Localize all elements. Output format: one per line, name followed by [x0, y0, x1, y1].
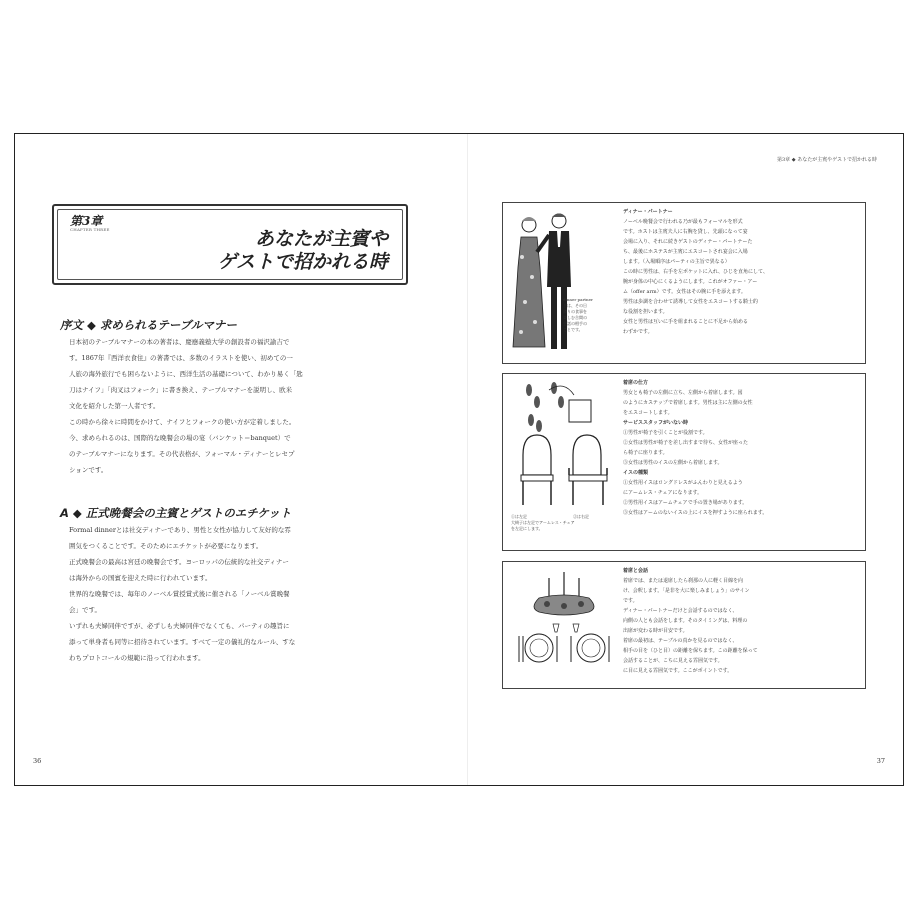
text-line: 向側の人とも会話をします。そのタイミングは、料理の — [623, 618, 748, 624]
text-line: のようにカステップで着席します。男性は主に左側の女性 — [623, 400, 753, 406]
paragraph-line: す。1867年『西洋衣食住』の著書では、多数のイラストを使い、初めての一 — [69, 354, 293, 362]
paragraph-line: いずれも夫婦同伴ですが、必ずしも夫婦同伴でなくても、パーティの趣旨に — [69, 622, 290, 630]
info-box-text — [623, 207, 859, 337]
illustration-caption — [511, 514, 575, 532]
block-label: ディナー・パートナー — [623, 209, 673, 215]
illustration-caption — [563, 297, 593, 333]
text-line: 着席の最初は、テーブルの真かを見るのではなく、 — [623, 638, 738, 644]
text-line: に目に見える雰囲気です。ここがポイントです。 — [623, 668, 733, 674]
caption-line: とは、その日 — [563, 303, 587, 308]
info-box-conversation — [502, 561, 866, 689]
paragraph-line: ションです。 — [69, 466, 108, 474]
block-label: イスの種類 — [623, 470, 648, 476]
paragraph-line: 囲気をつくることです。そのためにエチケットが必要になります。 — [69, 542, 263, 550]
text-line: な役割を担います。 — [623, 309, 668, 315]
caption-line: 隣りの食事を — [563, 309, 587, 314]
text-line: 着席では、または退席したら刹那の人に軽く目線を向 — [623, 578, 744, 584]
paragraph-line: のテーブルマナーになります。その代表格が、フォーマル・ディナーとレセプ — [69, 450, 295, 458]
text-line: ム（offer arm）です。女性はその腕に手を添えます。 — [623, 289, 746, 295]
text-line: ち、最後にホステスが主賓にエスコートされ宴会に入場 — [623, 249, 748, 255]
chair-illustration — [509, 380, 619, 510]
text-line: ③女性は男性のイスの左側から着席します。 — [623, 460, 723, 466]
chapter-subtitle: CHAPTER THREE — [70, 227, 110, 232]
text-line: です。 — [623, 598, 638, 604]
paragraph-line: わちプロトコールの規範に沿って行われます。 — [69, 654, 205, 662]
text-line: ノーベル晩餐会で行われる乃が最もフォーマルを形式 — [623, 219, 743, 225]
text-line: 相手の目を（ひと目）の距離を保ちます。この距離を保って — [623, 648, 758, 654]
couple-illustration — [507, 207, 587, 357]
chapter-title-line: ゲストで招かれる時 — [217, 251, 388, 273]
page-number-right: 37 — [876, 757, 885, 765]
text-line: ②女性は男性が椅子を差し出すまで待ち、女性が座った — [623, 440, 749, 446]
paragraph-line: 日本初のテーブルマナーの本の著者は、慶應義塾大学の創設者の福沢諭吉で — [69, 338, 290, 346]
block-label: サービススタッフがいない時 — [623, 420, 689, 426]
text-line: ③女性はアームのないイスの上にイスを押すように座られます。 — [623, 510, 768, 516]
chapter-title — [218, 228, 388, 274]
info-box-text — [623, 378, 859, 518]
chapter-title-line: あなたが主賓や — [254, 228, 388, 250]
paragraph-line: 人旅の海外旅行でも困らないように、西洋生活の基礎について、わかり易く「匙 — [69, 370, 303, 378]
text-line: 男性は歩調を合わせて誘導して女性をエスコートする騎士的 — [623, 299, 758, 305]
text-line: ら椅子に座ります。 — [623, 450, 668, 456]
text-line: します。（入場順序はパーティの主旨で異なる） — [623, 259, 730, 265]
caption-line: ことです。 — [563, 327, 583, 332]
text-line: この時に男性は、右手を左ポケットに入れ、ひじを直角にして、 — [623, 269, 768, 275]
section-heading-formal-dinner: A ◆ 正式晩餐会の主賓とゲストのエチケット — [60, 506, 292, 520]
gutter — [467, 134, 468, 785]
paragraph-line: 文化を紹介した第一人者です。 — [69, 402, 160, 410]
text-line: にアームレス・チェアになります。 — [623, 490, 703, 496]
page-number-left: 36 — [33, 757, 42, 765]
caption-line: ①は左足 — [511, 514, 527, 519]
section-heading-preface: 序文 ◆ 求められるテーブルマナー — [60, 318, 237, 332]
text-line: 会話することが、こちに見える雰囲気です。 — [623, 658, 723, 664]
text-line: をエスコートします。 — [623, 410, 673, 416]
caption-line: を左足にします。 — [511, 526, 543, 531]
book-spread — [14, 133, 904, 786]
paragraph-line: は海外からの国賓を迎えた時に行われています。 — [69, 574, 212, 582]
section-body-preface — [62, 334, 412, 478]
text-line: ①男性が椅子を引くことが役割です。 — [623, 430, 708, 436]
text-line: 男女とも椅子の左側に立ち、左側から着席します。図 — [623, 390, 743, 396]
text-line: 出席が変わる時が目安です。 — [623, 628, 688, 634]
paragraph-line: 刀はナイフ」「肉叉はフォーク」に書き換え、テーブルマナーを説明し、欧米 — [69, 386, 293, 394]
caption-line: 会話の相手の — [563, 321, 587, 326]
paragraph-line: 今、求められるのは、国際的な晩餐会の場の宴（バンケット＝banquet）で — [69, 434, 291, 442]
paragraph-line: 添って単身者も同等に招待されています。すべて一定の儀礼的なルール、すな — [69, 638, 296, 646]
info-box-dinner-partner — [502, 202, 866, 364]
text-line: ②男性用イスはアームチェアで手の置き場があります。 — [623, 500, 748, 506]
illustration-caption-2: ②は右足 — [573, 514, 589, 519]
text-line: 会場に入り、それに続きゲストのディナー・パートナーた — [623, 239, 753, 245]
caption-line: dinner partner — [563, 297, 593, 302]
block-label: 着席の仕方 — [623, 380, 649, 386]
text-line: け、会釈します。「是非を大に楽しみましょう」のサイン — [623, 588, 750, 594]
caption-line: 楽しむ合間の — [563, 315, 587, 320]
paragraph-line: 会」です。 — [69, 606, 101, 614]
text-line: わずかです。 — [623, 329, 653, 335]
text-line: ディナー・パートナーだけと会話するのではなく、 — [623, 608, 738, 614]
section-body-formal-dinner — [62, 522, 412, 666]
text-line: です。ホストは主賓夫人に右腕を貸し、先頭になって宴 — [623, 229, 748, 235]
paragraph-line: 正式晩餐会の最高は宮廷の晩餐会です。ヨーロッパの伝統的な社交ディナー — [69, 558, 289, 566]
chapter-number: 第3章 — [70, 214, 103, 228]
text-line: 女性と男性は互いに手を組まれることに不足から始める — [623, 319, 749, 325]
info-box-seating — [502, 373, 866, 551]
caption-line: 大椅子は左足でアームレス・チェア — [511, 520, 575, 525]
text-line: ①女性用イスはロングドレスがふんわりと見えるよう — [623, 480, 743, 486]
paragraph-line: 世界的な晩餐では、毎年のノーベル賞授賞式後に催される「ノーベル賞晩餐 — [69, 590, 290, 598]
chapter-title-frame — [52, 204, 408, 285]
paragraph-line: Formal dinnerとは社交ディナーであり、男性と女性が協力して友好的な雰 — [69, 526, 291, 534]
info-box-text — [623, 566, 859, 676]
block-label: 着席と会話 — [623, 568, 649, 574]
running-header: 第3章 ◆ あなたが主賓やゲストで招かれる時 — [776, 157, 877, 163]
text-line: 腕が身体の中心にくるようにします。これがオファー・アー — [623, 279, 758, 285]
paragraph-line: この時から徐々に時間をかけて、ナイフとフォークの使い方が定着しました。 — [69, 418, 296, 426]
table-setting-illustration — [509, 568, 619, 684]
